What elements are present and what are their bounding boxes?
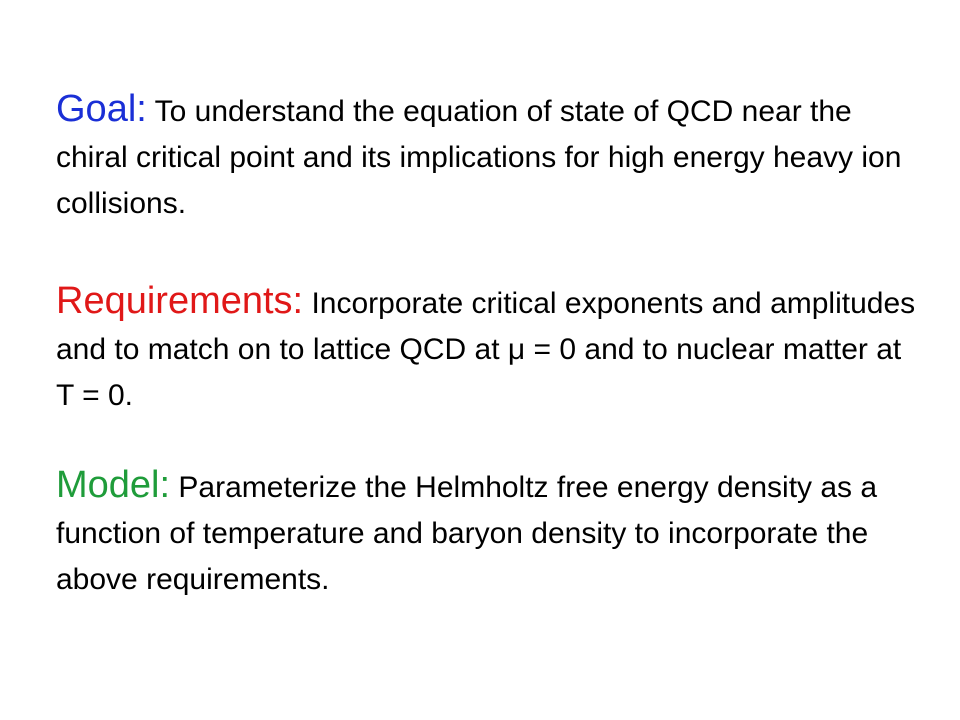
goal-paragraph	[56, 86, 926, 227]
model-paragraph	[56, 462, 926, 603]
requirements-heading: Requirements:	[56, 280, 304, 322]
requirements-paragraph	[56, 278, 926, 419]
model-text: Parameterize the Helmholtz free energy density as a function of temperature and baryon density to incorporate the above requirements.	[56, 471, 878, 596]
goal-text: To understand the equation of state of QCD near the chiral critical point and its implications for high energy heavy ion collisions.	[56, 95, 902, 220]
goal-heading: Goal:	[56, 88, 147, 130]
model-heading: Model:	[56, 464, 171, 506]
requirements-text: Incorporate critical exponents and amplitudes and to match on to lattice QCD at μ = 0 and to nuclear matter at T = 0.	[56, 287, 916, 412]
